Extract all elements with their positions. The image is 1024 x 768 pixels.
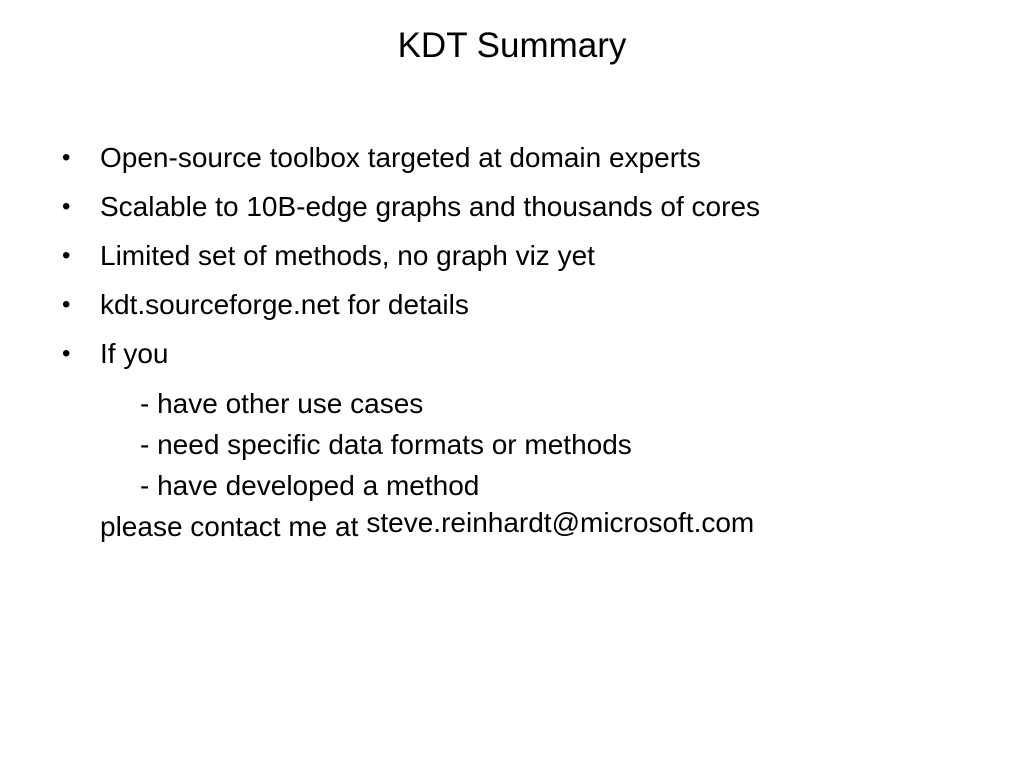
bullet-text: kdt.sourceforge.net for details: [100, 289, 469, 320]
bullet-dot-icon: •: [62, 340, 71, 367]
bullet-item: [62, 234, 962, 283]
bullet-item: [62, 332, 962, 381]
bullet-text: Scalable to 10B-edge graphs and thousands of cores: [100, 191, 761, 222]
sub-line-item: - have other use cases: [140, 388, 424, 419]
bullet-dot-icon: •: [62, 291, 71, 318]
contact-line: [100, 506, 754, 547]
bullet-dot-icon: •: [62, 144, 71, 171]
bullet-text: Limited set of methods, no graph viz yet: [100, 240, 595, 271]
bullet-dot-icon: •: [62, 242, 71, 269]
bullet-text: If you: [100, 338, 169, 369]
contact-text: please contact me at: [100, 511, 359, 542]
bullet-dot-icon: •: [62, 193, 71, 220]
bullet-item: [62, 185, 962, 234]
contact-email: steve.reinhardt@microsoft.com: [366, 507, 755, 538]
sub-line-item: - need specific data formats or methods: [140, 429, 632, 460]
sub-line-item: - have developed a method: [140, 470, 480, 501]
bullet-item: [62, 136, 962, 185]
bullet-list: [62, 136, 962, 381]
slide-title: KDT Summary: [397, 26, 627, 65]
bullet-item: [62, 283, 962, 332]
bullet-text: Open-source toolbox targeted at domain experts: [100, 142, 701, 173]
sub-line-list: [140, 383, 632, 506]
